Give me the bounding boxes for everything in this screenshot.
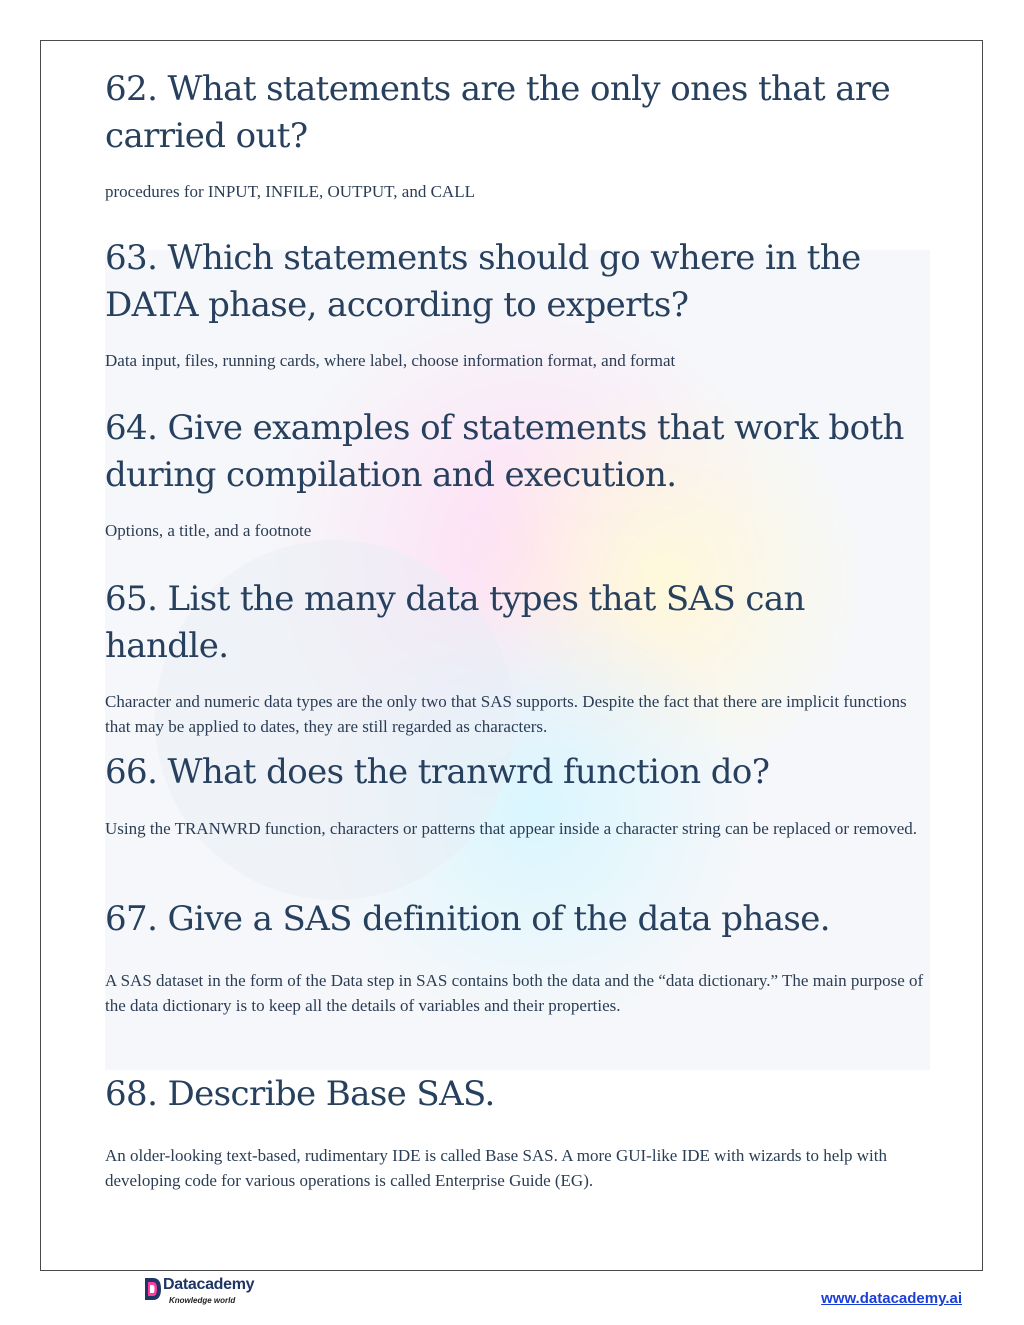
question-heading: 62. What statements are the only ones that are carried out? bbox=[105, 69, 891, 156]
qa-item bbox=[105, 1071, 925, 1193]
question-heading: 64. Give examples of statements that work both during compilation and execution. bbox=[105, 408, 904, 495]
answer-text: Data input, files, running cards, where label, choose information format, and format bbox=[105, 351, 676, 370]
qa-item bbox=[105, 749, 925, 841]
website-link[interactable]: www.datacademy.ai bbox=[821, 1290, 962, 1307]
datacademy-logo-icon bbox=[143, 1276, 163, 1302]
question-heading: 68. Describe Base SAS. bbox=[105, 1074, 495, 1114]
question-heading: 67. Give a SAS definition of the data phase. bbox=[105, 899, 830, 939]
qa-item bbox=[105, 66, 925, 204]
datacademy-logo[interactable] bbox=[143, 1276, 253, 1308]
question-heading: 66. What does the tranwrd function do? bbox=[105, 752, 770, 792]
logo-name: Datacademy bbox=[163, 1276, 255, 1293]
answer-text: Options, a title, and a footnote bbox=[105, 521, 312, 540]
question-heading: 63. Which statements should go where in the DATA phase, according to experts? bbox=[105, 238, 861, 325]
question-heading: 65. List the many data types that SAS can handle. bbox=[105, 579, 805, 666]
qa-item bbox=[105, 235, 925, 373]
answer-text: An older-looking text-based, rudimentary IDE is called Base SAS. A more GUI-like IDE with wizards to help with developing code for various operations is called Enterprise Guide (EG). bbox=[105, 1146, 887, 1190]
answer-text: procedures for INPUT, INFILE, OUTPUT, and CALL bbox=[105, 182, 475, 201]
answer-text: A SAS dataset in the form of the Data step in SAS contains both the data and the “data dictionary.” The main purpose of the data dictionary is to keep all the details of variables and their properties. bbox=[105, 971, 924, 1015]
qa-item bbox=[105, 405, 925, 543]
logo-tagline: Knowledge world bbox=[169, 1296, 236, 1305]
qa-item bbox=[105, 896, 925, 1018]
answer-text: Using the TRANWRD function, characters or patterns that appear inside a character string can be replaced or removed. bbox=[105, 819, 918, 838]
answer-text: Character and numeric data types are the only two that SAS supports. Despite the fact that there are implicit functions that may be applied to dates, they are still regarded as characters. bbox=[105, 692, 907, 736]
qa-item bbox=[105, 576, 925, 739]
